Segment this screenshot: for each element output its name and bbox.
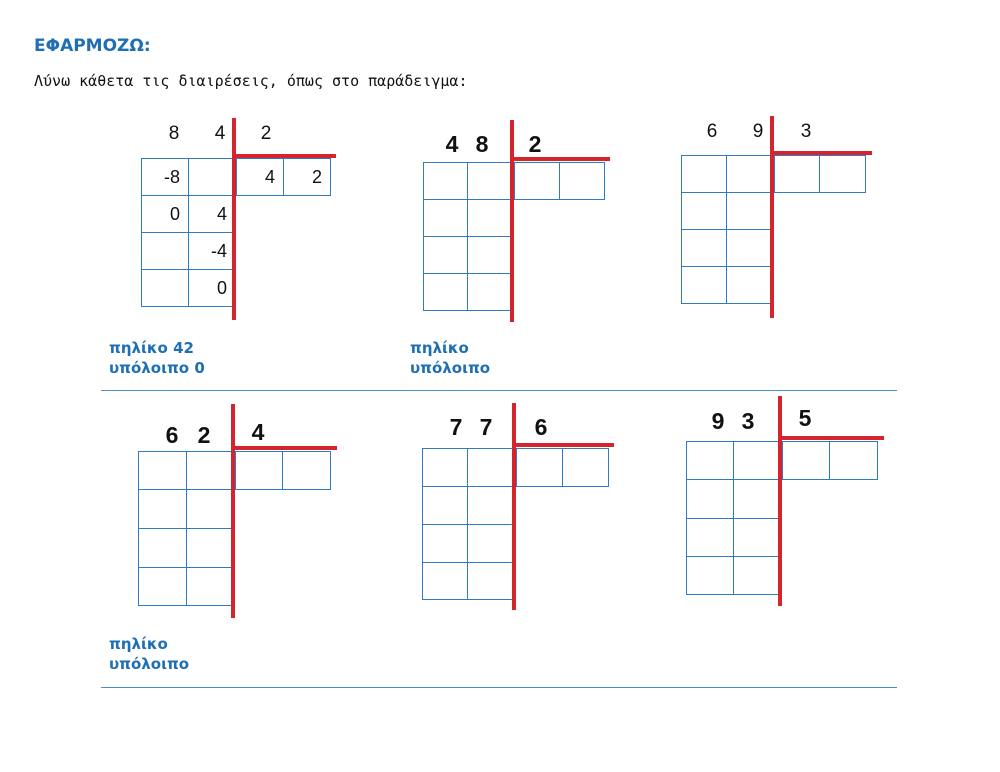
work-cell[interactable] <box>733 479 781 519</box>
quotient-cell[interactable] <box>235 451 283 490</box>
work-cell[interactable] <box>681 229 727 267</box>
work-cell[interactable] <box>733 556 781 595</box>
divisor-digit: 2 <box>260 123 272 144</box>
work-cell[interactable] <box>467 162 512 200</box>
work-cell[interactable] <box>186 528 234 568</box>
section-divider <box>101 687 897 688</box>
work-cell[interactable] <box>422 486 468 525</box>
quotient-cell[interactable] <box>774 155 820 193</box>
work-cell: -8 <box>141 158 189 196</box>
work-cell[interactable] <box>681 266 727 304</box>
work-cell <box>141 232 189 270</box>
work-cell[interactable] <box>726 155 772 193</box>
division-horizontal-line <box>770 151 872 155</box>
remainder-label: υπόλοιπο 0 <box>109 359 205 377</box>
work-cell[interactable] <box>423 273 468 311</box>
division-vertical-line <box>778 396 782 606</box>
work-cell[interactable] <box>467 562 513 600</box>
work-cell: 0 <box>188 269 236 307</box>
work-cell[interactable] <box>726 266 772 304</box>
dividend-digit: 6 <box>706 121 718 142</box>
quotient-cell[interactable] <box>782 441 830 480</box>
page-title: ΕΦΑΡΜΟΖΩ: <box>34 36 151 56</box>
work-cell[interactable] <box>467 236 512 274</box>
quotient-cell[interactable] <box>829 441 878 480</box>
work-cell[interactable] <box>186 489 234 529</box>
quotient-cell[interactable] <box>514 162 560 200</box>
work-cell[interactable] <box>681 192 727 230</box>
work-cell[interactable] <box>467 486 513 525</box>
dividend-digit: 6 <box>165 422 179 448</box>
quotient-cell[interactable] <box>516 448 563 487</box>
division-horizontal-line <box>231 446 337 450</box>
work-cell[interactable] <box>186 451 234 490</box>
divisor-digit: 4 <box>251 419 265 445</box>
work-cell: -4 <box>188 232 236 270</box>
work-cell <box>188 158 236 196</box>
work-cell[interactable] <box>138 567 187 606</box>
work-cell[interactable] <box>681 155 727 193</box>
divisor-digit: 2 <box>528 131 542 157</box>
work-cell[interactable] <box>422 524 468 563</box>
work-cell[interactable] <box>726 192 772 230</box>
work-cell[interactable] <box>467 199 512 237</box>
work-cell[interactable] <box>422 562 468 600</box>
quotient-label: πηλίκο <box>109 635 168 653</box>
section-divider <box>101 390 897 391</box>
instruction-text: Λύνω κάθετα τις διαιρέσεις, όπως στο παράδειγμα: <box>34 72 468 90</box>
work-cell[interactable] <box>423 162 468 200</box>
division-horizontal-line <box>510 157 610 161</box>
division-vertical-line <box>770 116 774 318</box>
quotient-label: πηλίκο <box>410 339 469 357</box>
divisor-digit: 3 <box>800 121 812 142</box>
work-cell <box>141 269 189 307</box>
division-horizontal-line <box>512 443 614 447</box>
quotient-label: πηλίκο 42 <box>109 339 194 357</box>
work-cell[interactable] <box>467 524 513 563</box>
division-vertical-line <box>232 118 236 320</box>
quotient-cell: 2 <box>283 158 331 196</box>
division-vertical-line <box>510 120 514 322</box>
work-cell[interactable] <box>467 448 513 487</box>
dividend-digit: 4 <box>445 131 459 157</box>
work-cell[interactable] <box>733 441 781 480</box>
work-cell: 0 <box>141 195 189 233</box>
dividend-digit: 7 <box>449 414 463 440</box>
dividend-digit: 7 <box>479 414 493 440</box>
dividend-digit: 8 <box>475 131 489 157</box>
work-cell: 4 <box>188 195 236 233</box>
work-cell[interactable] <box>423 199 468 237</box>
dividend-digit: 2 <box>197 422 211 448</box>
division-vertical-line <box>231 404 235 618</box>
division-horizontal-line <box>778 436 884 440</box>
quotient-cell[interactable] <box>559 162 605 200</box>
work-cell[interactable] <box>138 451 187 490</box>
work-cell[interactable] <box>138 528 187 568</box>
division-horizontal-line <box>232 154 336 158</box>
work-cell[interactable] <box>686 518 734 557</box>
work-cell[interactable] <box>686 479 734 519</box>
work-cell[interactable] <box>422 448 468 487</box>
work-cell[interactable] <box>686 556 734 595</box>
dividend-digit: 8 <box>168 123 180 144</box>
work-cell[interactable] <box>138 489 187 529</box>
work-cell[interactable] <box>686 441 734 480</box>
work-cell[interactable] <box>423 236 468 274</box>
work-cell[interactable] <box>726 229 772 267</box>
division-vertical-line <box>512 403 516 610</box>
dividend-digit: 9 <box>752 121 764 142</box>
divisor-digit: 5 <box>798 405 812 431</box>
work-cell[interactable] <box>733 518 781 557</box>
dividend-digit: 9 <box>711 408 725 434</box>
work-cell[interactable] <box>186 567 234 606</box>
remainder-label: υπόλοιπο <box>410 359 491 377</box>
quotient-cell[interactable] <box>562 448 609 487</box>
quotient-cell[interactable] <box>819 155 866 193</box>
dividend-digit: 3 <box>741 408 755 434</box>
quotient-cell: 4 <box>236 158 284 196</box>
divisor-digit: 6 <box>534 414 548 440</box>
quotient-cell[interactable] <box>282 451 331 490</box>
dividend-digit: 4 <box>214 123 226 144</box>
work-cell[interactable] <box>467 273 512 311</box>
remainder-label: υπόλοιπο <box>109 655 190 673</box>
